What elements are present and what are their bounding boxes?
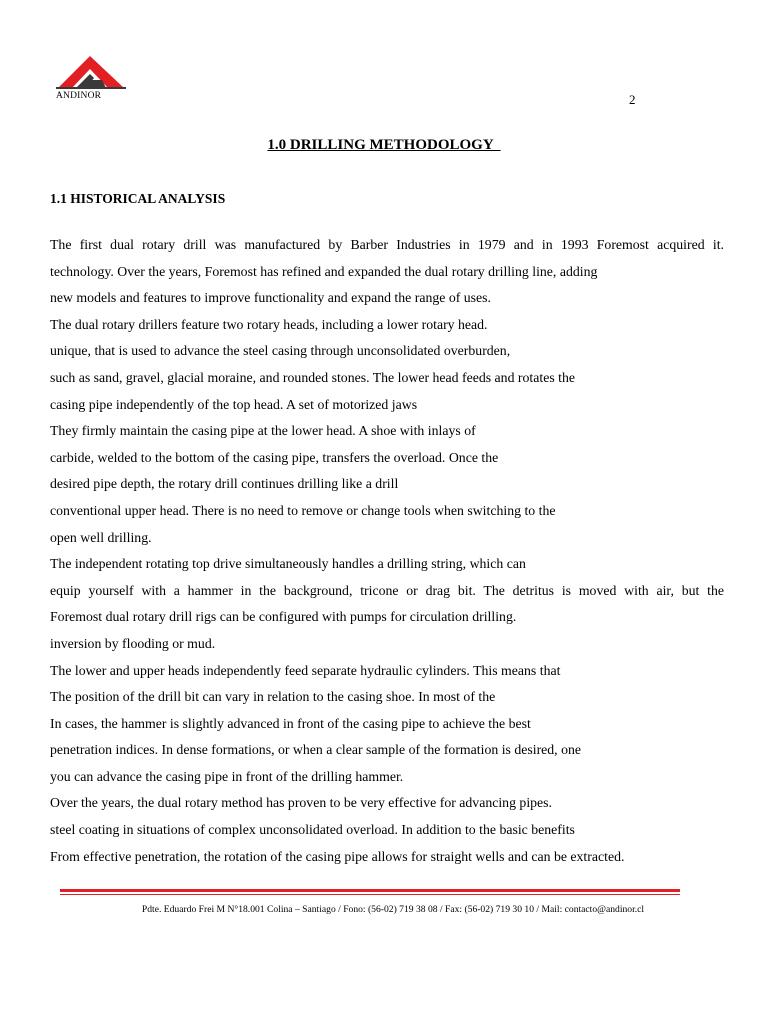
- body-line: new models and features to improve functionality and expand the range of uses.: [50, 290, 491, 306]
- body-line: In cases, the hammer is slightly advanced in front of the casing pipe to achieve the best: [50, 715, 531, 731]
- section-heading: 1.1 HISTORICAL ANALYSIS: [50, 191, 226, 206]
- footer-divider-thin: [60, 894, 680, 895]
- body-line: open well drilling.: [50, 529, 152, 545]
- document-title: 1.0 DRILLING METHODOLOGY: [267, 137, 501, 153]
- body-line: unique, that is used to advance the steel casing through unconsolidated overburden,: [50, 343, 511, 359]
- body-line: desired pipe depth, the rotary drill continues drilling like a drill: [50, 476, 399, 492]
- body-line: inversion by flooding or mud.: [50, 635, 216, 651]
- andinor-logo-icon: [56, 54, 126, 90]
- body-line: equip yourself with a hammer in the background, tricone or drag bit. The detritus is moved with air, but the: [50, 582, 724, 598]
- body-line: Over the years, the dual rotary method has proven to be very effective for advancing pipes.: [50, 795, 552, 811]
- body-line: carbide, welded to the bottom of the casing pipe, transfers the overload. Once the: [50, 449, 499, 465]
- body-line: The position of the drill bit can vary in relation to the casing shoe. In most of the: [50, 689, 496, 705]
- body-line: They firmly maintain the casing pipe at the lower head. A shoe with inlays of: [50, 423, 476, 439]
- body-line: From effective penetration, the rotation of the casing pipe allows for straight wells and can be extracted.: [50, 848, 625, 864]
- body-line: The independent rotating top drive simultaneously handles a drilling string, which can: [50, 556, 526, 572]
- body-line: steel coating in situations of complex unconsolidated overload. In addition to the basic benefits: [50, 822, 575, 838]
- body-line: Foremost dual rotary drill rigs can be configured with pumps for circulation drilling.: [50, 609, 517, 625]
- body-line: conventional upper head. There is no need to remove or change tools when switching to the: [50, 502, 556, 518]
- body-line: penetration indices. In dense formations, or when a clear sample of the formation is desired, one: [50, 742, 582, 758]
- page-number: 2: [629, 92, 636, 107]
- body-line: The dual rotary drillers feature two rotary heads, including a lower rotary head.: [50, 316, 488, 332]
- footer-divider: [60, 889, 680, 892]
- footer-address: Pdte. Eduardo Frei M N°18.001 Colina – Santiago / Fono: (56-02) 719 38 08 / Fax: (56-02) 719 30 10 / Mail: contacto@andinor.cl: [141, 904, 645, 915]
- body-line: technology. Over the years, Foremost has refined and expanded the dual rotary drilling line, adding: [50, 263, 598, 279]
- body-line: The lower and upper heads independently feed separate hydraulic cylinders. This means that: [50, 662, 561, 678]
- body-line: casing pipe independently of the top head. A set of motorized jaws: [50, 396, 418, 412]
- body-text: [50, 232, 724, 870]
- body-line: such as sand, gravel, glacial moraine, and rounded stones. The lower head feeds and rotates the: [50, 369, 575, 385]
- body-line: The first dual rotary drill was manufactured by Barber Industries in 1979 and in 1993 Foremost acquired it.: [50, 237, 724, 252]
- logo-text: ANDINOR: [56, 91, 102, 101]
- andinor-logo: [54, 54, 126, 102]
- body-line: you can advance the casing pipe in front of the drilling hammer.: [50, 768, 404, 784]
